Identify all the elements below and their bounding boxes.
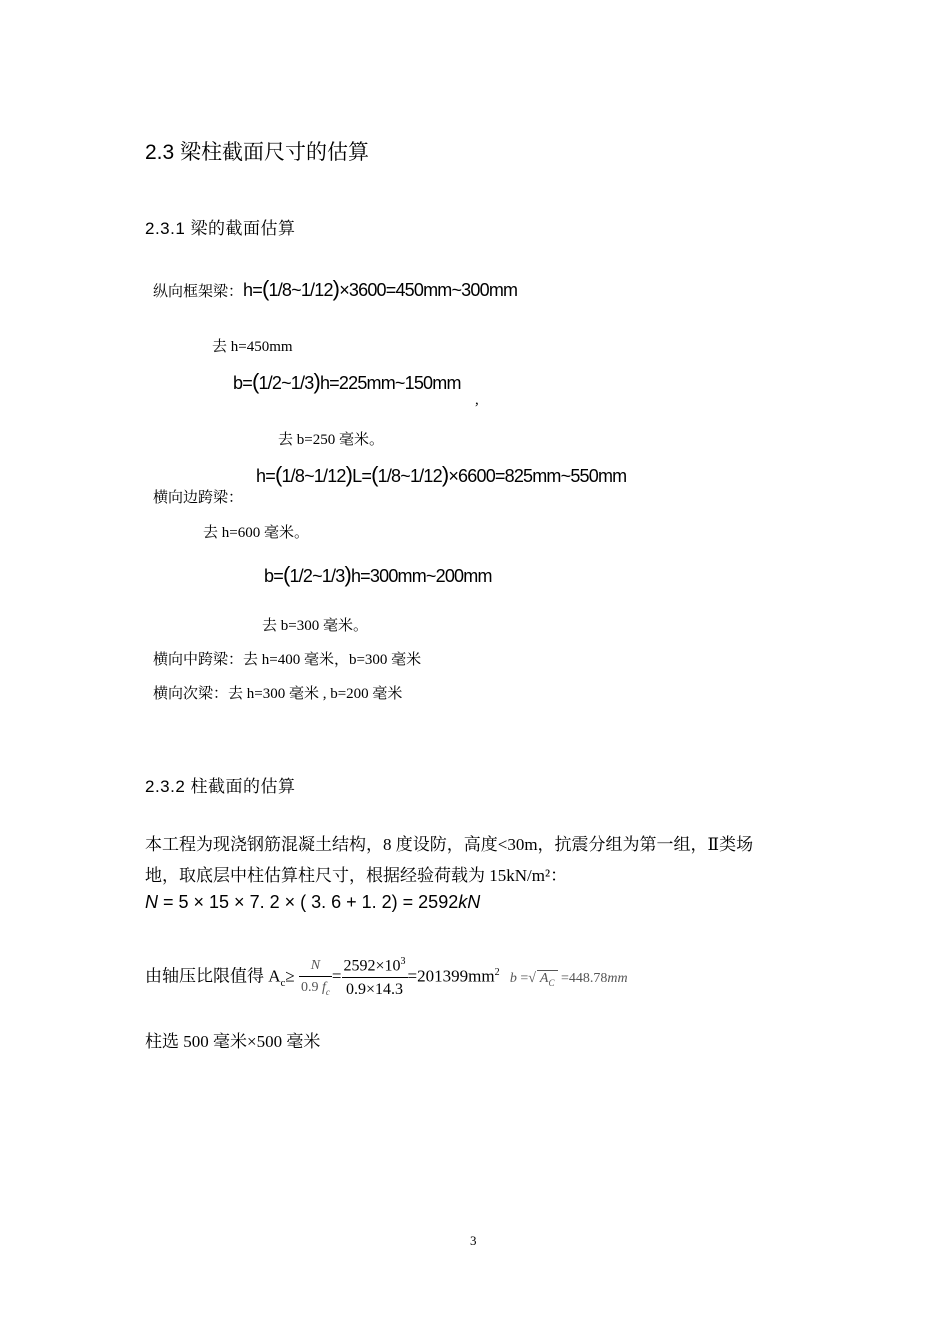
side-span-label: 横向边跨梁：	[153, 490, 244, 506]
axial-force-equation: N = 5 × 15 × 7. 2 × ( 3. 6 + 1. 2) = 2592kN	[145, 892, 481, 912]
b-equation-1: b=(1/2~1/3)h=225mm~150mm	[233, 369, 461, 394]
fraction-n-over-fc: $\frac{N}{0.9 f_c}$	[301, 958, 330, 998]
column-paragraph-line-2: 地，取底层中柱估算柱尺寸，根据经验荷载为 15kN/m²：	[145, 866, 568, 885]
section-heading: 2.3 梁柱截面尺寸的估算	[145, 141, 370, 164]
comma-mark: ,	[475, 392, 479, 408]
subsection-heading-column: 2.3.2 柱截面的估算	[145, 777, 296, 796]
b-equation-2: b=(1/2~1/3)h=300mm~200mm	[264, 562, 492, 587]
b-sqrt-formula: b =√ $A_C =448.78mm$	[509, 970, 628, 988]
column-paragraph-line-1: 本工程为现浇钢筋混凝土结构，8 度设防，高度<30m，抗震分组为第一组，Ⅱ类场	[145, 835, 754, 854]
longitudinal-beam-equation: h=(1/8~1/12)×3600=450mm~300mm	[243, 276, 518, 301]
area-formula: 由轴压比限值得 $A_c\ge$ $\frac{N}{0.9 f_c}$ = $\frac{2592\times 10^3}{0.9\times 14.3}$ $=201399mm^2$ b =√ $A_C =448.78mm$	[145, 956, 628, 999]
secondary-beam: 横向次梁：去 h=300 毫米 , b=200 毫米	[153, 686, 403, 702]
middle-span-beam: 横向中跨梁：去 h=400 毫米，b=300 毫米	[153, 652, 422, 668]
longitudinal-beam-line	[153, 276, 517, 302]
page-number: 3	[470, 1233, 477, 1248]
subsection-heading-beam: 2.3.1 梁的截面估算	[145, 219, 296, 238]
side-span-equation: h=(1/8~1/12)L=(1/8~1/12)×6600=825mm~550mm	[256, 462, 627, 487]
take-h-600: 去 h=600 毫米。	[203, 525, 309, 541]
column-conclusion: 柱选 500 毫米×500 毫米	[145, 1032, 321, 1051]
take-b-300: 去 b=300 毫米。	[262, 618, 368, 634]
take-b-250: 去 b=250 毫米。	[278, 432, 384, 448]
longitudinal-beam-label: 纵向框架梁：	[153, 284, 244, 300]
fraction-numeric: $\frac{2592\times 10^3}{0.9\times 14.3}$	[343, 956, 406, 999]
take-h-450: 去 h=450mm	[212, 339, 293, 355]
